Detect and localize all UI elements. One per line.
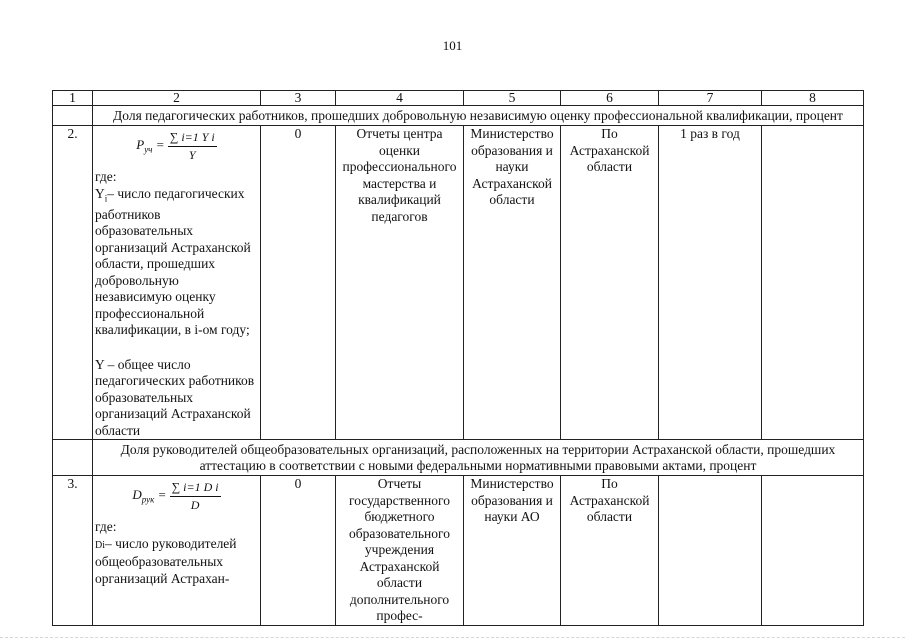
column-header: 5 <box>464 91 561 106</box>
formula-numerator: ∑ i=1 Y i <box>168 129 217 147</box>
column-header: 7 <box>659 91 762 106</box>
frequency: 1 раз в год <box>659 126 762 440</box>
formula-fraction <box>170 479 221 513</box>
indicator-table <box>52 90 864 626</box>
where-label: где: <box>95 519 117 535</box>
section-heading-row <box>53 106 864 126</box>
territory: По Астраханской области <box>561 126 659 440</box>
row-number: 2. <box>53 126 93 440</box>
indicator-row <box>53 126 864 440</box>
note <box>762 126 864 440</box>
column-header: 4 <box>336 91 464 106</box>
note <box>762 476 864 626</box>
formula-lhs: P <box>136 136 145 152</box>
formula-lhs-sub: рук <box>141 494 155 505</box>
column-header: 1 <box>53 91 93 106</box>
formula-denominator: Y <box>188 147 196 162</box>
formula-fraction <box>168 129 217 163</box>
baseline-value: 0 <box>261 476 336 626</box>
baseline-value: 0 <box>261 126 336 440</box>
responsible-body: Министерство образования и науки Астраханской области <box>464 126 561 440</box>
column-header: 3 <box>261 91 336 106</box>
page-number: 101 <box>442 38 463 53</box>
formula-cell <box>93 476 261 626</box>
formula-cell <box>93 126 261 440</box>
formula-lhs: D <box>132 487 142 503</box>
scan-artifact <box>0 631 905 638</box>
data-source: Отчеты государственного бюджетного образовательного учреждения Астраханской области дополнительного профес- <box>336 476 464 626</box>
territory: По Астраханской области <box>561 476 659 626</box>
where-label: где: <box>95 169 117 184</box>
row-number: 3. <box>53 476 93 626</box>
formula-lhs-sub: уч <box>144 144 153 155</box>
section-heading-directors: Доля руководителей общеобразовательных организаций, расположенных на территории Астраханской области, прошедших аттестацию в соответствии с новыми федеральными нормативными правовыми актами, процент <box>93 440 864 476</box>
definition-yi: $Y_i-$ число педагогических работников образовательных организаций Астраханской области, прошедших добровольную независимую оценку профессиональной квалификации, в i-ом году; <box>95 185 251 338</box>
column-number-row <box>53 91 864 106</box>
indicator-row <box>53 476 864 626</box>
column-header: 8 <box>762 91 864 106</box>
formula-equals: = <box>155 136 165 152</box>
formula-equals: = <box>157 487 167 503</box>
column-header: 6 <box>561 91 659 106</box>
frequency <box>659 476 762 626</box>
column-header: 2 <box>93 91 261 106</box>
formula-numerator: ∑ i=1 D i <box>170 479 221 497</box>
responsible-body: Министерство образования и науки АО <box>464 476 561 626</box>
data-source: Отчеты центра оценки профессионального мастерства и квалификаций педагогов <box>336 126 464 440</box>
formula-denominator: D <box>190 497 200 512</box>
section-heading-teachers: Доля педагогических работников, прошедших добровольную независимую оценку профессиональной квалификации, процент <box>93 106 864 126</box>
formula <box>95 479 258 513</box>
formula <box>95 129 258 163</box>
definition-y: Y – общее число педагогических работников образовательных организаций Астраханской области <box>95 356 255 438</box>
definition-di: Di– число руководителей общеобразовательных организаций Астрахан- <box>95 535 237 586</box>
section-heading-row <box>53 440 864 476</box>
